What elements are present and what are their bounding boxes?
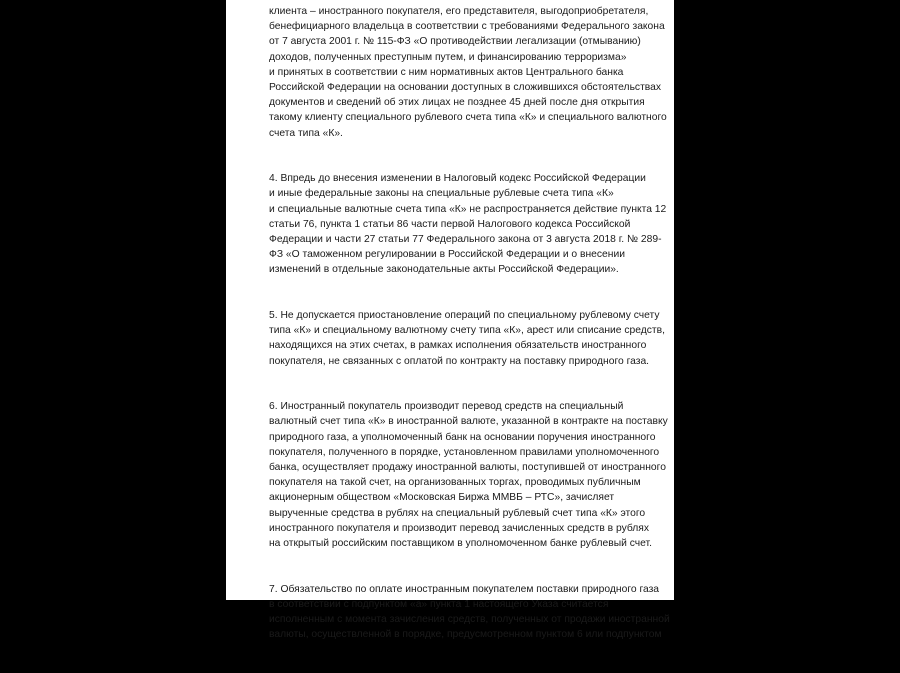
text-line: счета типа «К». — [269, 127, 343, 139]
text-line: клиента – иностранного покупателя, его представителя, выгодоприобретателя, — [269, 6, 649, 17]
paragraph-7 — [269, 582, 670, 643]
document-page — [226, 0, 674, 641]
text-line: вырученные средства в рублях на специальный рублевый счет типа «К» этого — [269, 507, 646, 519]
text-line: 4. Впредь до внесения изменении в Налоговый кодекс Российской Федерации — [269, 173, 646, 185]
text-line: и иные федеральные законы на специальные рублевые счета типа «К» — [269, 188, 614, 200]
text-line: 5. Не допускается приостановление операций по специальному рублевому счету — [269, 310, 660, 322]
paragraph-6 — [269, 399, 668, 551]
paragraph-3-continuation — [269, 4, 667, 141]
text-line: документов и сведений об этих лицах не позднее 45 дней после дня открытия — [269, 97, 645, 109]
text-line: природного газа, а уполномоченный банк на основании поручения иностранного — [269, 431, 656, 443]
text-line: изменений в отдельные законодательные акты Российской Федерации». — [269, 264, 619, 276]
text-line: банка, осуществляет продажу иностранной валюты, поступившей от иностранного — [269, 462, 666, 474]
text-line: от 7 августа 2001 г. № 115-ФЗ «О противодействии легализации (отмыванию) — [269, 36, 641, 48]
text-line: ФЗ «О таможенном регулировании в Российской Федерации и о внесении — [269, 249, 625, 261]
text-line: покупателя, не связанных с оплатой по контракту на поставку природного газа. — [269, 355, 650, 367]
text-line: на открытый российским поставщиком в уполномоченном банке рублевый счет. — [269, 538, 652, 550]
text-line: находящихся на этих счетах, в рамках исполнения обязательств иностранного — [269, 340, 647, 352]
text-line: Федерации и части 27 статьи 77 Федерального закона от 3 августа 2018 г. № 289- — [269, 234, 662, 246]
text-line: покупателя на такой счет, на организованных торгах, проводимых публичным — [269, 477, 641, 489]
text-line: исполненным с момента зачисления средств, полученных от продажи иностранной — [269, 614, 670, 626]
text-line: 6. Иностранный покупатель производит перевод средств на специальный — [269, 401, 624, 413]
text-line: в соответствии с подпунктом «а» пункта 1 настоящего Указа считается — [269, 598, 609, 610]
text-line: валюты, осуществленной в порядке, предусмотренном пунктом 6 или подпунктом — [269, 629, 662, 641]
text-line: и принятых в соответствии с ним нормативных актов Центрального банка — [269, 66, 624, 78]
text-line: иностранного покупателя и производит перевод зачисленных средств в рублях — [269, 522, 650, 534]
document-text — [269, 4, 670, 673]
text-line: статьи 76, пункта 1 статьи 86 части первой Налогового кодекса Российской — [269, 218, 631, 230]
text-line: покупателя, полученного в порядке, установленном правилами уполномоченного — [269, 446, 660, 458]
paragraph-4 — [269, 171, 667, 277]
text-line: доходов, полученных преступным путем, и финансированию терроризма» — [269, 51, 627, 63]
paragraph-5 — [269, 308, 665, 369]
text-line: бенефициарного владельца в соответствии с требованиями Федерального закона — [269, 21, 665, 33]
text-line: валютный счет типа «К» в иностранной валюте, указанной в контракте на поставку — [269, 416, 668, 428]
text-line: типа «К» и специальному валютному счету типа «К», арест или списание средств, — [269, 325, 665, 337]
text-line: акционерным обществом «Московская Биржа ММВБ – РТС», зачисляет — [269, 492, 615, 504]
text-line: такому клиенту специального рублевого счета типа «К» и специального валютного — [269, 112, 667, 124]
text-line: Российской Федерации на основании доступных в сложившихся обстоятельствах — [269, 82, 662, 94]
text-line: 7. Обязательство по оплате иностранным покупателем поставки природного газа — [269, 583, 660, 595]
text-line: и специальные валютные счета типа «К» не распространяется действие пункта 12 — [269, 203, 667, 215]
